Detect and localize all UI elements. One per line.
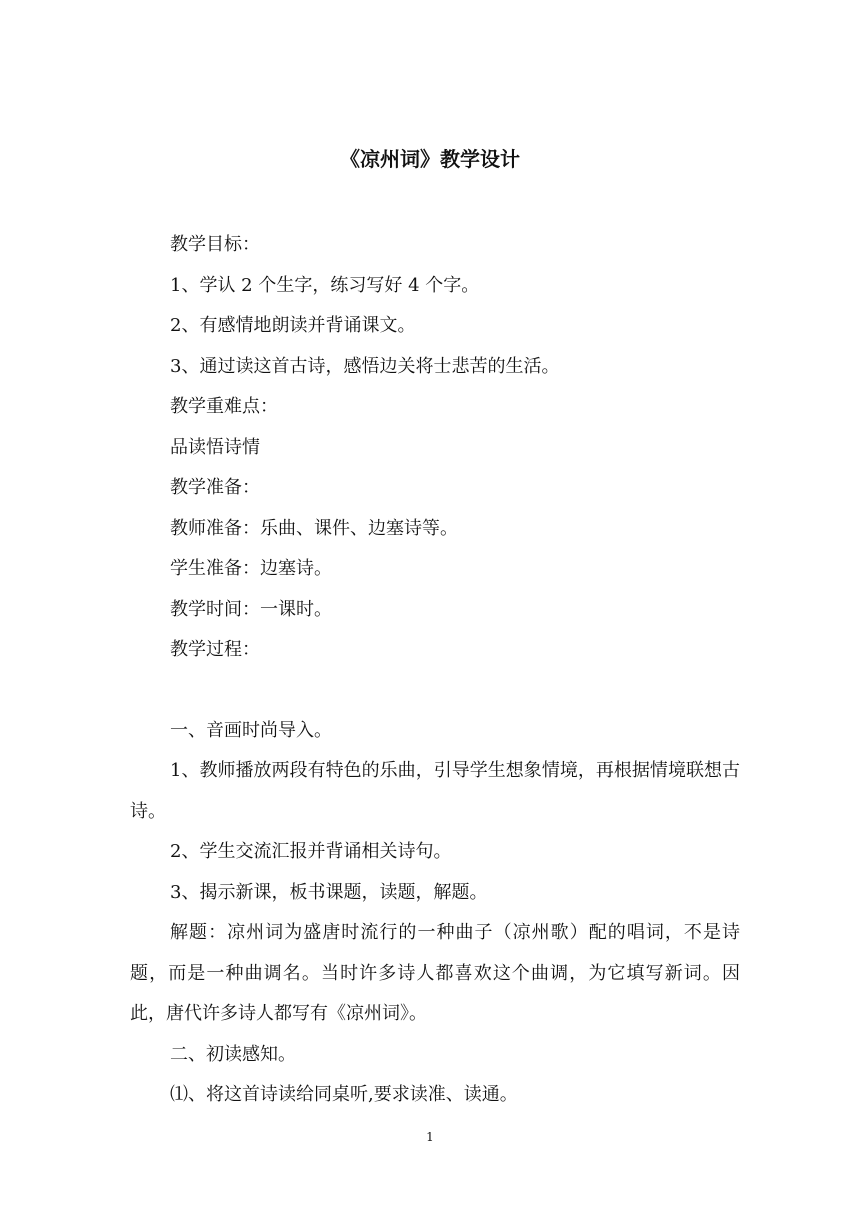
paragraph: 教学重难点： — [170, 396, 278, 417]
blank-line — [130, 671, 740, 711]
document-title: 《凉州词》教学设计 — [340, 147, 520, 171]
page-number: 1 — [426, 1130, 434, 1144]
paragraph: 一、音画时尚导入。 — [170, 719, 332, 741]
paragraph: 3、通过读这首古诗，感悟边关将士悲苦的生活。 — [170, 355, 560, 377]
paragraph: 2、有感情地朗读并背诵课文。 — [170, 315, 416, 336]
paragraph: 二、初读感知。 — [170, 1043, 296, 1065]
paragraph: 教师准备：乐曲、课件、边塞诗等。 — [170, 517, 458, 539]
paragraph: 教学时间：一课时。 — [170, 598, 332, 620]
paragraph: 1、教师播放两段有特色的乐曲，引导学生想象情境，再根据情境联想古诗。 — [130, 760, 740, 822]
paragraph: 2、学生交流汇报并背诵相关诗句。 — [170, 841, 452, 862]
paragraph: 解题：凉州词为盛唐时流行的一种曲子（凉州歌）配的唱词，不是诗题，而是一种曲调名。当时许多诗人都喜欢这个曲调，为它填写新词。因此，唐代许多诗人都写有《凉州词》。 — [130, 922, 740, 1024]
paragraph: 学生准备：边塞诗。 — [170, 558, 332, 579]
paragraph: 3、揭示新课，板书课题，读题，解题。 — [170, 881, 488, 903]
paragraph: 教学目标： — [170, 234, 260, 255]
paragraph: 教学准备： — [170, 477, 260, 498]
document-body — [130, 225, 740, 1116]
paragraph: 1、学认 2 个生字，练习写好 4 个字。 — [170, 274, 480, 296]
paragraph: ⑴、将这首诗读给同桌听,要求读准、读通。 — [170, 1084, 518, 1105]
paragraph: 教学过程： — [170, 639, 260, 660]
paragraph: 品读悟诗情 — [170, 436, 260, 458]
